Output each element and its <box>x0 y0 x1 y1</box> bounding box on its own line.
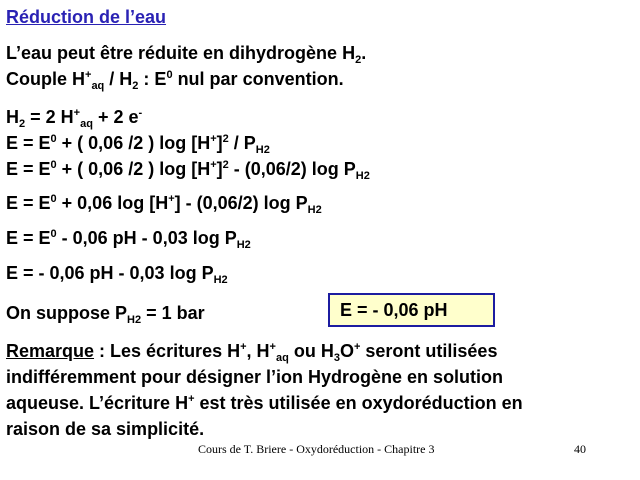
assumption-line: On suppose $P_{H2} = 1$ bar <box>6 303 205 326</box>
equation-6: E = - 0,06 pH - 0,03 $\log P_{H2}$ <box>6 263 228 286</box>
equation-1: $H_2 = 2$ $H^+_{aq} + 2$ e- <box>6 107 143 130</box>
remark-line-1: Remarque : Les écritures H+, $H^+_{aq}$ ou $H_3O^+$ seront utilisées <box>6 341 498 364</box>
remark-line-4: raison de sa simplicité. <box>6 419 205 439</box>
page-number: 40 <box>574 442 586 456</box>
remark-line-2: indifféremment pour désigner l’ion Hydrogène en solution <box>6 367 504 387</box>
remark-label: Remarque <box>6 341 95 361</box>
intro-line-2: Couple $H^+_{aq} / H_2$ : $E^0$ nul par convention. <box>6 69 344 92</box>
equation-2: $E = E^0$ + ( 0,06 /2 ) $\log [H^+]^2 / P_{H2}$ <box>6 133 270 156</box>
result-box: E = - 0,06 pH <box>328 293 495 327</box>
remark-line-3: aqueuse. L’écriture H+ est très utilisée en oxydoréduction en <box>6 393 523 413</box>
equation-5: $E = E^0 - 0,06$ pH - 0,03 $\log P_{H2}$ <box>6 228 251 251</box>
footer-text: Cours de T. Briere - Oxydoréduction - Chapitre 3 <box>198 442 435 456</box>
intro-line-1: L’eau peut être réduite en dihydrogène $H_2$. <box>6 43 367 66</box>
equation-4: $E = E^0 + 0,06$ log [H+] - (0,06/2) $\log P_{H2}$ <box>6 193 322 216</box>
slide-title: Réduction de l’eau <box>6 7 167 27</box>
equation-3: $E = E^0$ + ( 0,06 /2 ) $\log [H^+]^2 - (0,06/2)$ $\log P_{H2}$ <box>6 159 370 182</box>
